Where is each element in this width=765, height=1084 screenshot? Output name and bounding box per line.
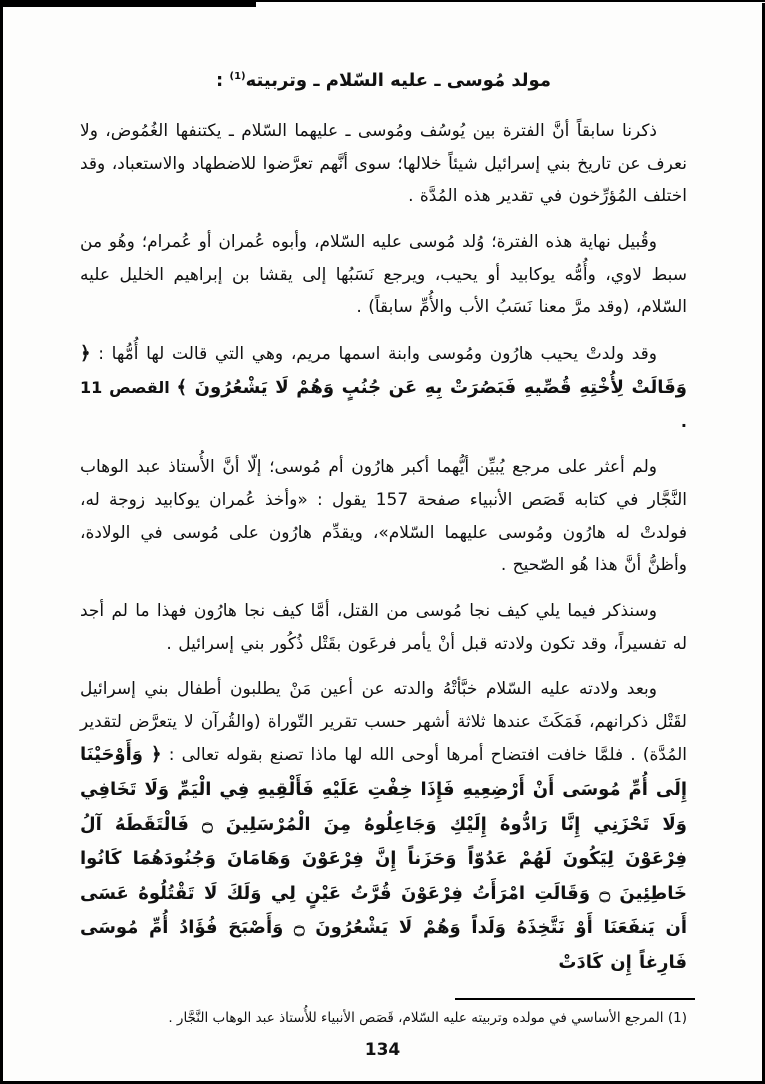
quran-reference-qasas-11: القصص 11 . — [80, 378, 687, 431]
title-footnote-marker: (1) — [229, 71, 246, 82]
paragraph-6-lead: وبعد ولادته عليه السّلام خبَّأتْهُ والدته عن أعين مَنْ يطلبون أطفال بني إسرائيل لقَتْل ذكرانهم، فَمَكَثَ عندها ثلاثة أشهر حسب تقرير التّوراة (والقُرآن لا يتعرَّض لتقدير المُدَّة) . فلمَّا خافت افتضاح أمرها أوحى الله لها ماذا تصنع بقوله تعالى : — [80, 679, 688, 766]
footnote-body: المرجع الأساسي في مولده وتربيته عليه السّلام، قَصَص الأنبياء للأُستاذ عبد الوهاب النَّجَّار . — [168, 1009, 664, 1026]
chapter-title-text: مولد مُوسى ـ عليه السّلام ـ وتربيته — [245, 70, 551, 91]
paragraph-2: وقُبيل نهاية هذه الفترة؛ وُلد مُوسى عليه السّلام، وأبوه عُمران أو عُمرام؛ وهُو من سبط لاوي، وأُمُّه يوكابيد أو يحيب، ويرجع نَسَبُها إلى يقشا بن إبراهيم الخليل عليه السّلام، (وقد مرَّ معنا نَسَبُ الأب والأُمِّ سابقاً) . — [80, 231, 687, 318]
paragraph-1: ذكرنا سابقاً أنَّ الفترة بين يُوسُف ومُوسى ـ عليهما السّلام ـ يكتنفها الغُمُوض، ولا نعرف عن تاريخ بني إسرائيل شيئاً خلالها؛ سوى أنَّهم تعرَّضوا للاضطهاد والاستعباد، وقد اختلف المُؤرِّخون في تقدير هذه المُدَّة . — [80, 121, 687, 207]
scan-edge-left — [0, 0, 3, 1084]
footnote-marker: (1) — [667, 1009, 687, 1026]
paragraph-3-lead: وقد ولدتْ يحيب هارُون ومُوسى وابنة اسمها مريم، وهي التي قالت لها أُمُّها : — [98, 343, 657, 364]
paragraph-6 — [80, 673, 687, 980]
paragraph-4: ولم أعثر على مرجع يُبيِّن أيُّهما أكبر هارُون أم مُوسى؛ إلّا أنَّ الأُستاذ عبد الوهاب النَّجَّار في كتابه قَصَص الأنبياء صفحة 157 يقول : «وأخذ عُمران يوكابيد زوجة له، فولدتْ له هارُون ومُوسى عليهما السّلام»، ويقدِّم هارُون على مُوسى في الولادة، وأظنُّ أنَّ هذا هُو الصّحيح . — [80, 457, 687, 576]
chapter-title — [80, 70, 687, 91]
scan-edge-top-left-bar — [0, 0, 256, 7]
quran-verse-qasas-11: ﴿ وَقَالَتْ لِأُخْتِهِ قُصِّيهِ فَبَصُرَتْ بِهِ عَن جُنُبٍ وَهُمْ لَا يَشْعُرُونَ ﴾ — [80, 342, 687, 399]
paragraph-5: وسنذكر فيما يلي كيف نجا مُوسى من القتل، أمَّا كيف نجا هارُون فهذا ما لم أجد له تفسيراً، وقد تكون ولادته قبل أنْ يأمر فرعَون بقَتْل ذُكُور بني إسرائيل . — [80, 600, 687, 654]
footnote-text — [80, 1008, 695, 1028]
paragraph-3 — [80, 337, 687, 439]
page-content — [80, 70, 687, 993]
chapter-title-colon: : — [216, 70, 230, 91]
page-number: 134 — [364, 1040, 401, 1060]
footnote-divider — [455, 998, 695, 1000]
quran-verses-qasas-7-10: ﴿ وَأَوْحَيْنَا إِلَى أُمِّ مُوسَى أَنْ أَرْضِعِيهِ فَإِذَا خِفْتِ عَلَيْهِ فَأَلْقِيهِ فِي الْيَمِّ وَلَا تَخَافِي وَلَا تَحْزَنِي إِنَّا رَادُّوهُ إِلَيْكِ وَجَاعِلُوهُ مِنَ الْمُرْسَلِينَ ۝ فَالْتَقَطَهُ آلُ فِرْعَوْنَ لِيَكُونَ لَهُمْ عَدُوّاً وَحَزَناً إِنَّ فِرْعَوْنَ وَهَامَانَ وَجُنُودَهُمَا كَانُوا خَاطِئِينَ ۝ وَقَالَتِ امْرَأَتُ فِرْعَوْنَ قُرَّتُ عَيْنٍ لِي وَلَكَ لَا تَقْتُلُوهُ عَسَى أَن يَنفَعَنَا أَوْ نَتَّخِذَهُ وَلَداً وَهُمْ لَا يَشْعُرُونَ ۝ وَأَصْبَحَ فُؤَادُ أُمِّ مُوسَى فَارِغاً إِن كَادَتْ — [80, 744, 687, 973]
footnote — [80, 998, 695, 1028]
